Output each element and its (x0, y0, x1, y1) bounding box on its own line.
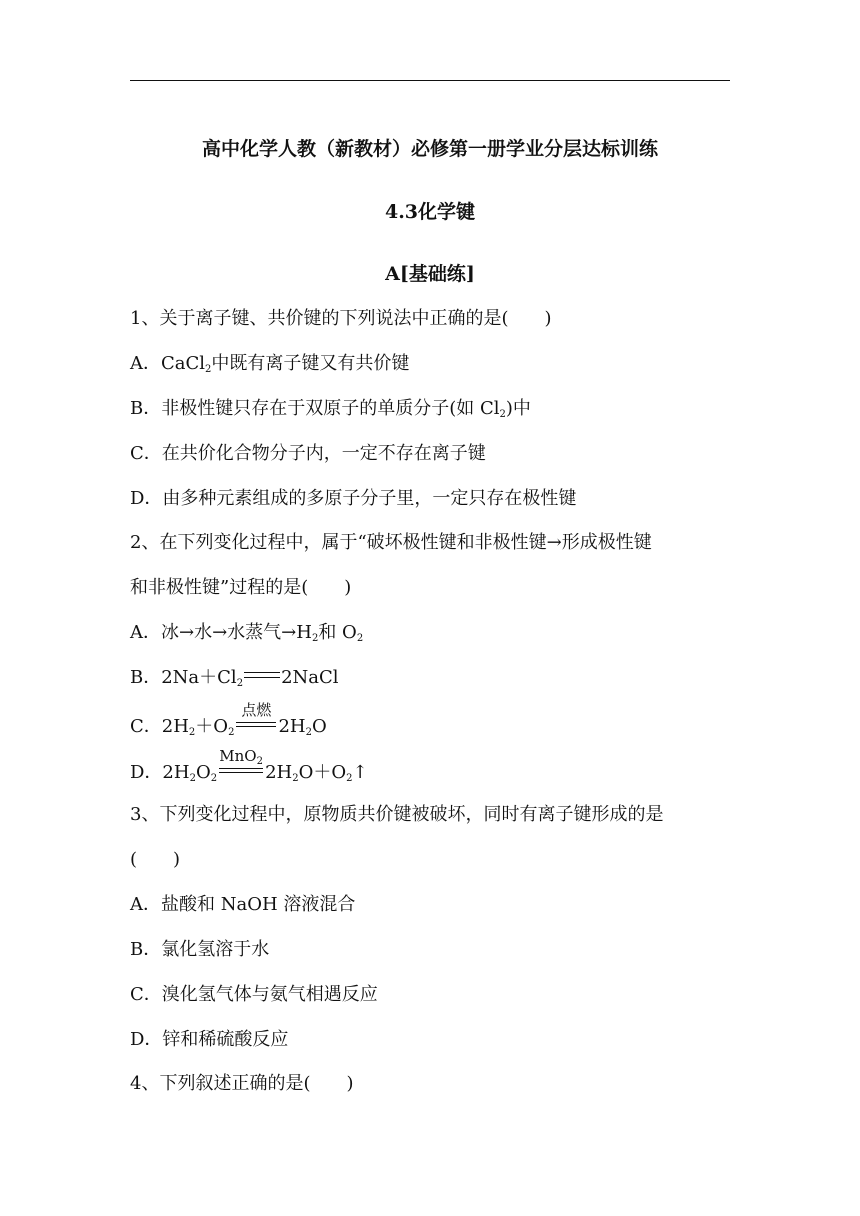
document-title: 高中化学人教（新教材）必修第一册学业分层达标训练 (201, 138, 658, 160)
q3-stem-line2: ( ) (130, 849, 181, 870)
q1-option-b: B．非极性键只存在于双原子的单质分子(如 $Cl_2$)中 (130, 398, 531, 420)
q1-stem: 1、关于离子键、共价键的下列说法中正确的是( ) (130, 308, 552, 329)
q1-option-c: C．在共价化合物分子内，一定不存在离子键 (130, 443, 486, 464)
header-rule (130, 80, 730, 81)
q1-option-a: A．CaCl$_2$中既有离子键又有共价键 (130, 353, 410, 375)
equals-sign (244, 672, 280, 678)
q2-stem-line1: 2、在下列变化过程中，属于“破坏极性键和非极性键→形成极性键 (130, 532, 652, 553)
q2-option-a: A．冰→水→水蒸气$\to H_2$和 $O_2$ (130, 622, 364, 644)
reaction-condition: 点燃 (234, 716, 278, 738)
catalyst-condition: MnO$_2$ (217, 762, 265, 784)
q1-option-d: D．由多种元素组成的多原子分子里，一定只存在极性键 (130, 488, 577, 509)
lesson-subtitle: 4.3化学键 (384, 201, 476, 223)
q2-option-d: D．$2H_2O_2$ MnO$_2$ $2H_2O+O_2↑$ (130, 747, 368, 784)
gas-arrow-icon: ↑ (352, 762, 368, 783)
q3-option-a: A．盐酸和 NaOH 溶液混合 (130, 894, 356, 915)
q4-stem: 4、下列叙述正确的是( ) (130, 1073, 354, 1094)
q2-option-b: B．$2Na+Cl_2$ 2NaCl (130, 667, 339, 689)
q2-option-c: C．$2H_2+O_2$ 点燃 $2H_2O$ (130, 701, 327, 738)
q3-stem-line1: 3、下列变化过程中，原物质共价键被破坏，同时有离子键形成的是 (130, 804, 664, 825)
q3-option-b: B．氯化氢溶于水 (130, 939, 270, 960)
section-heading: A[基础练] (385, 263, 475, 285)
q3-option-c: C．溴化氢气体与氨气相遇反应 (130, 984, 378, 1005)
q2-stem-line2: 和非极性键”过程的是( ) (130, 577, 352, 598)
q3-option-d: D．锌和稀硫酸反应 (130, 1029, 289, 1050)
